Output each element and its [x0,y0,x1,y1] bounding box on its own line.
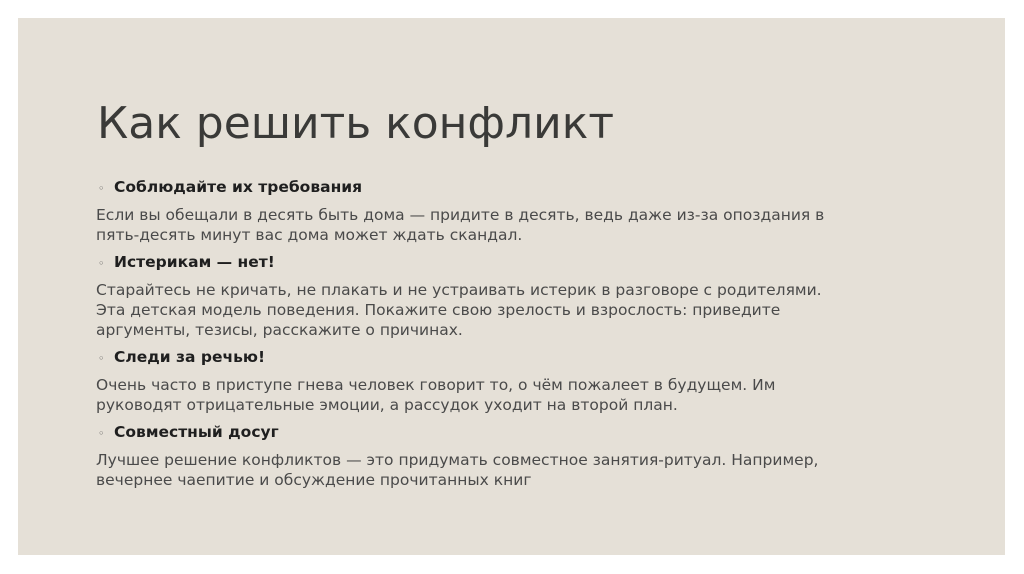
section-text-1: Если вы обещали в десять быть дома — придите в десять, ведь даже из-за опоздания в пять-десять минут вас дома может ждать скандал. [96,206,825,244]
slide-content [96,176,976,490]
section-text-4: Лучшее решение конфликтов — это придумать совместное занятия-ритуал. Например, вечернее чаепитие и обсуждение прочитанных книг [96,451,819,489]
bullet-icon: ◦ [98,427,105,440]
section-heading-3 [96,346,976,370]
slide [18,18,1005,555]
section-heading-1 [96,176,976,200]
section-heading-2 [96,251,976,275]
bullet-icon: ◦ [98,182,105,195]
section-heading-4 [96,421,976,445]
bullet-icon: ◦ [98,352,105,365]
section-heading-text: Соблюдайте их требования [114,178,363,196]
section-heading-text: Совместный досуг [114,423,279,441]
slide-title: Как решить конфликт [97,98,614,149]
section-text-3: Очень часто в приступе гнева человек говорит то, о чём пожалеет в будущем. Им руководят отрицательные эмоции, а рассудок уходит на второй план. [96,376,776,414]
bullet-icon: ◦ [98,257,105,270]
section-heading-text: Следи за речью! [114,348,266,366]
section-heading-text: Истерикам — нет! [114,253,275,271]
section-text-2: Старайтесь не кричать, не плакать и не устраивать истерик в разговоре с родителями. Эта детская модель поведения. Покажите свою зрелость и взрослость: приведите аргументы, тезисы, расскажите о причинах. [96,281,822,339]
